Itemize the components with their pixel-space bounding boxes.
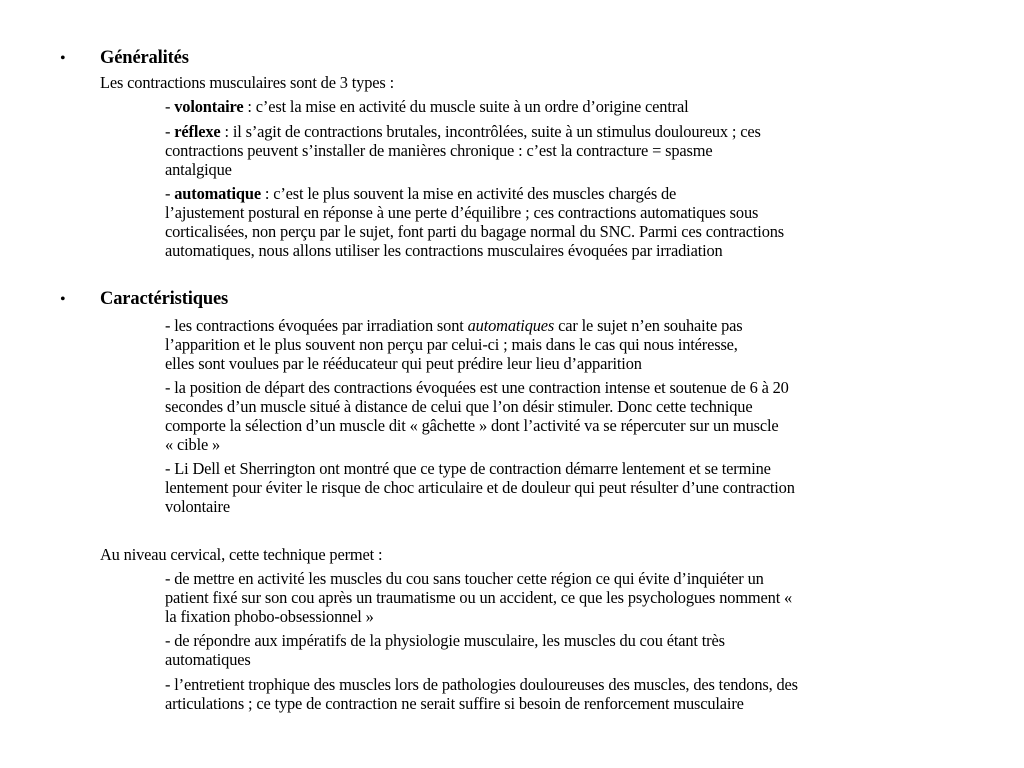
- item-text-line: articulations ; ce type de contraction ne serait suffire si besoin de renforcement musculaire: [165, 694, 744, 713]
- list-item-volontaire: - volontaire : c’est la mise en activité du muscle suite à un ordre d’origine central: [165, 97, 689, 116]
- list-item-reflexe: - réflexe : il s’agit de contractions brutales, incontrôlées, suite à un stimulus douloureux ; ces: [165, 122, 761, 141]
- item-text-line: elles sont voulues par le rééducateur qui peut prédire leur lieu d’apparition: [165, 354, 642, 373]
- item-text-line: automatiques: [165, 650, 251, 669]
- section-heading-caracteristiques: Caractéristiques: [100, 289, 229, 309]
- list-item: - Li Dell et Sherrington ont montré que ce type de contraction démarre lentement et se termine: [165, 459, 771, 478]
- bullet-icon: •: [60, 50, 66, 67]
- list-item: [165, 316, 742, 335]
- item-text: : c’est la mise en activité du muscle suite à un ordre d’origine central: [243, 97, 689, 116]
- item-text-line: l’ajustement postural en réponse à une perte d’équilibre ; ces contractions automatiques sous: [165, 203, 759, 222]
- item-text-line: la fixation phobo-obsessionnel »: [165, 607, 374, 626]
- item-text: - les contractions évoquées par irradiation sont: [165, 316, 468, 335]
- item-text-line: comporte la sélection d’un muscle dit « gâchette » dont l’activité va se répercuter sur un muscle: [165, 416, 779, 435]
- item-text-line: l’apparition et le plus souvent non perçu par celui-ci ; mais dans le cas qui nous intéresse,: [165, 335, 738, 354]
- item-text-line: automatiques, nous allons utiliser les contractions musculaires évoquées par irradiation: [165, 241, 723, 260]
- item-text-line: volontaire: [165, 497, 230, 516]
- list-item: - la position de départ des contractions évoquées est une contraction intense et soutenue de 6 à 20: [165, 378, 789, 397]
- list-item-automatique: - automatique : c’est le plus souvent la mise en activité des muscles chargés de: [165, 184, 677, 203]
- item-text-line: antalgique: [165, 160, 232, 179]
- subsection-intro: Au niveau cervical, cette technique permet :: [100, 545, 383, 564]
- item-text-line: secondes d’un muscle situé à distance de celui que l’on désir stimuler. Donc cette technique: [165, 397, 753, 416]
- bullet-icon: •: [60, 291, 66, 308]
- item-text-line: contractions peuvent s’installer de manières chronique : c’est la contracture = spasme: [165, 141, 713, 160]
- section-intro: Les contractions musculaires sont de 3 types :: [100, 73, 394, 92]
- item-text-line: « cible »: [165, 435, 221, 454]
- list-item: - de mettre en activité les muscles du cou sans toucher cette région ce qui évite d’inquiéter un: [165, 569, 764, 588]
- list-item: - de répondre aux impératifs de la physiologie musculaire, les muscles du cou étant très: [165, 631, 725, 650]
- item-emphasis: automatiques: [467, 316, 555, 335]
- list-item: - l’entretient trophique des muscles lors de pathologies douloureuses des muscles, des tendons, des: [165, 675, 798, 694]
- term-volontaire: volontaire: [174, 97, 244, 116]
- item-text: : c’est le plus souvent la mise en activité des muscles chargés de: [260, 184, 677, 203]
- item-text-line: lentement pour éviter le risque de choc articulaire et de douleur qui peut résulter d’une contraction: [165, 478, 795, 497]
- item-text: : il s’agit de contractions brutales, incontrôlées, suite à un stimulus douloureux ; ces: [220, 122, 761, 141]
- item-text-line: patient fixé sur son cou après un traumatisme ou un accident, ce que les psychologues nomment «: [165, 588, 793, 607]
- item-text-line: corticalisées, non perçu par le sujet, font parti du bagage normal du SNC. Parmi ces contractions: [165, 222, 785, 241]
- term-automatique: automatique: [174, 184, 261, 203]
- section-heading-generalites: Généralités: [100, 48, 189, 68]
- item-text: car le sujet n’en souhaite pas: [554, 316, 743, 335]
- term-reflexe: réflexe: [174, 122, 221, 141]
